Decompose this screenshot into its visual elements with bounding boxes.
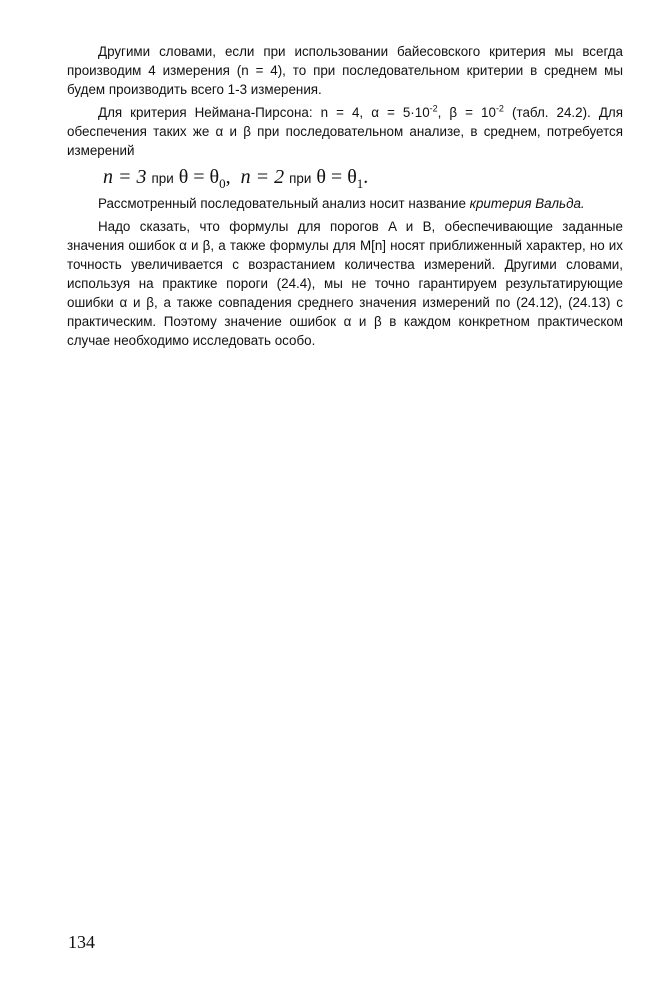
beta-value: $\beta = 10^{-2}$ bbox=[449, 103, 504, 120]
formula-sub2: 1 bbox=[356, 176, 364, 191]
formula-n2: n = 2 bbox=[240, 166, 285, 188]
formula-separator: , bbox=[225, 166, 231, 188]
np-text: Для критерия Неймана-Пирсона: n = 4, bbox=[98, 105, 364, 120]
measurement-formula bbox=[103, 164, 623, 190]
paragraph-bayes-comparison: Другими словами, если при использовании байесовского критерия мы всегда производим 4 измерения (n = 4), то при последовательном критерии в среднем мы будем производить всего 1-3 измерения. bbox=[67, 44, 623, 97]
formula-cond2: θ = θ bbox=[316, 166, 357, 188]
formula-sub1: 0 bbox=[219, 176, 226, 191]
formula-word-1: при bbox=[151, 171, 174, 186]
paragraph-neyman-pearson: Для критерия Неймана-Пирсона: n = 4, $\alpha = 5\cdot 10^{-2}$, $\beta = 10^{-2}$ (табл. 24.2). Для обеспечения таких же α и β при последовательном анализе, в среднем, потребуется измерений bbox=[67, 103, 623, 158]
wald-text: Рассмотренный последовательный анализ носит название bbox=[98, 196, 470, 211]
wald-term: критерия Вальда. bbox=[469, 196, 585, 211]
alpha-value: $\alpha = 5\cdot 10^{-2}$ bbox=[371, 103, 438, 120]
document-page bbox=[67, 42, 623, 354]
formula-n1: n = 3 bbox=[103, 166, 147, 188]
paragraph-wald bbox=[67, 194, 623, 213]
formula-word-2: при bbox=[289, 171, 312, 186]
np-continuation: Для обеспечения таких же α и β при последовательном анализе, в среднем, потребуется измерений bbox=[67, 105, 623, 158]
paragraph-thresholds: Надо сказать, что формулы для порогов A и B, обеспечивающие заданные значения ошибок α и β, а также формулы для M[n] носят приближенный характер, но их точность увеличивается с возрастанием количества измерений. Другими словами, используя на практике пороги (24.4), мы не точно гарантируем результатирующие ошибки α и β, а также совпадения среднего значения измерений по (24.12), (24.13) с практическим. Поэтому значение ошибок α и β в каждом конкретном практическом случае необходимо исследовать особо. bbox=[67, 219, 623, 348]
formula-end: . bbox=[363, 166, 369, 188]
formula-cond1: θ = θ bbox=[178, 166, 220, 188]
table-reference: (табл. 24.2). bbox=[512, 105, 591, 120]
page-number: 134 bbox=[68, 932, 95, 952]
